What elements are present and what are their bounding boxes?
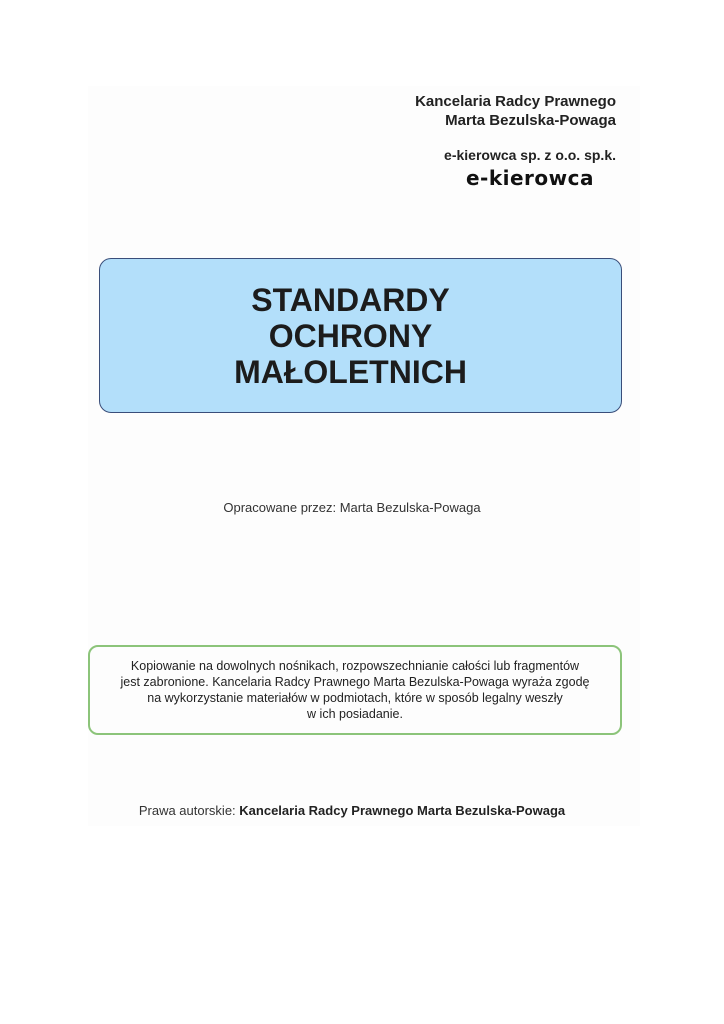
e-kierowca-logo: e-kierowca [465,166,594,190]
notice-line-2: jest zabronione. Kancelaria Radcy Prawnego Marta Bezulska-Powaga wyraża zgodę [120,675,590,689]
document-header [415,92,616,190]
copyright-line [0,803,714,818]
title-line-1: STANDARDY [251,281,450,318]
notice-line-3: na wykorzystanie materiałów w podmiotach, które w sposób legalny weszły [147,691,563,705]
title-line-2: OCHRONY [268,317,433,354]
notice-line-1: Kopiowanie na dowolnych nośnikach, rozpowszechnianie całości lub fragmentów [130,659,580,673]
firm-name-line-1: Kancelaria Radcy Prawnego [415,93,616,110]
copy-notice-text [100,658,610,722]
title-line-3: MAŁOLETNICH [234,353,467,390]
company-name: e-kierowca sp. z o.o. sp.k. [444,147,616,163]
document-title [234,282,467,390]
firm-name-line-2: Marta Bezulska-Powaga [445,112,616,129]
notice-line-4: w ich posiadanie. [307,707,403,721]
copyright-owner: Kancelaria Radcy Prawnego Marta Bezulska-Powaga [239,803,566,818]
prepared-by: Opracowane przez: Marta Bezulska-Powaga [223,500,481,515]
copyright-label: Prawa autorskie: [138,803,240,818]
title-box [99,258,622,413]
copy-notice-box [88,645,622,735]
